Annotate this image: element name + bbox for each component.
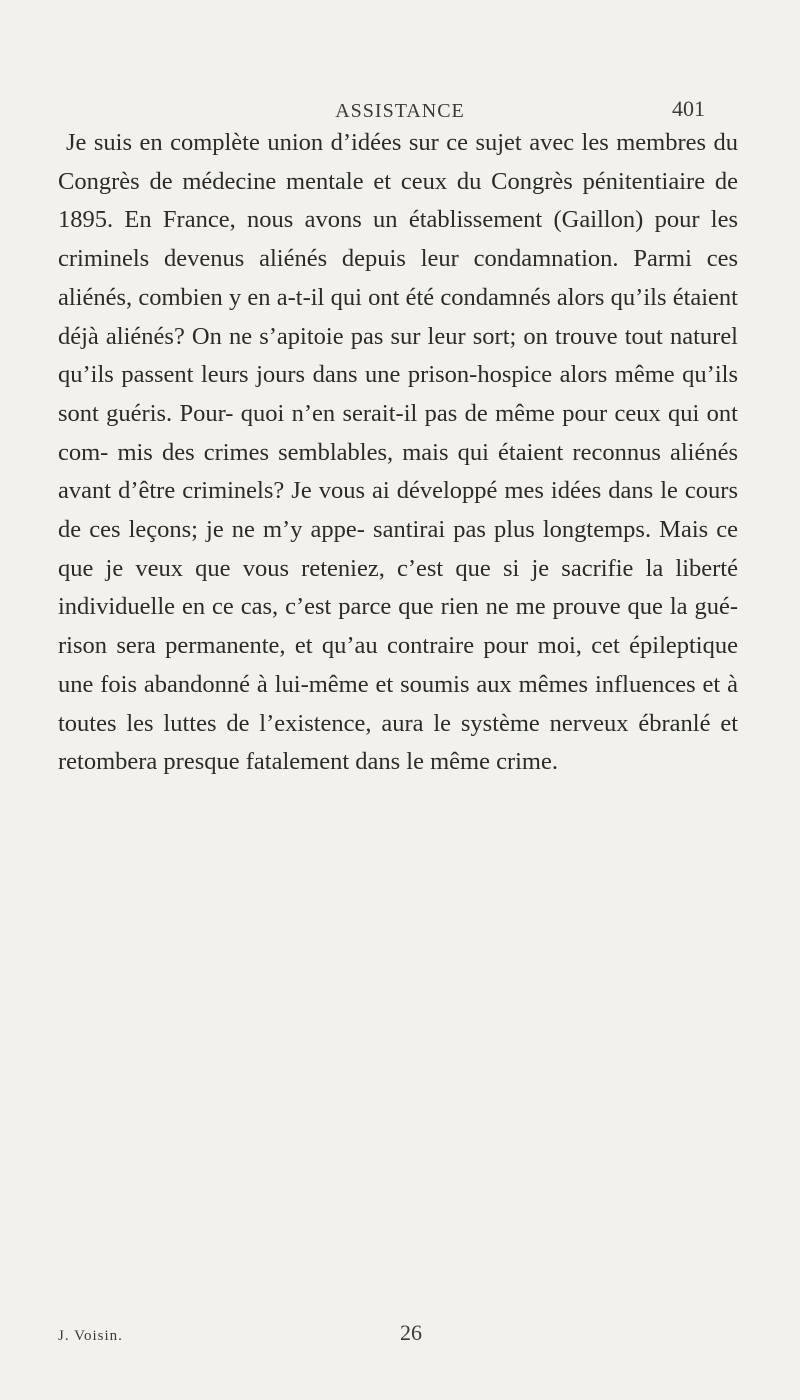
page-number: 401 (672, 96, 705, 121)
running-title: ASSISTANCE (335, 100, 465, 122)
signature-mark: 26 (400, 1320, 422, 1345)
footer-author: J. Voisin. (58, 1328, 123, 1344)
body-paragraph: Je suis en complète union d’idées sur ce sujet avec les membres du Congrès de médecine mentale et ceux du Congrès pénitentiaire de 1895. En France, nous avons un établissement (Gaillon) pour les criminels devenus aliénés depuis leur condamnation. Parmi ces aliénés, combien y en a-t-il qui ont été condamnés alors qu’ils étaient déjà aliénés? On ne s’apitoie pas sur leur sort; on trouve tout naturel qu’ils passent leurs jours dans une prison-hospice alors même qu’ils sont guéris. Pour- quoi n’en serait-il pas de même pour ceux qui ont com- mis des crimes semblables, mais qui étaient reconnus aliénés avant d’être criminels? Je vous ai développé mes idées dans le cours de ces leçons; je ne m’y appe- santirai pas plus longtemps. Mais ce que je veux que vous reteniez, c’est que si je sacrifie la liberté individuelle en ce cas, c’est parce que rien ne me prouve que la gué- rison sera permanente, et qu’au contraire pour moi, cet épileptique une fois abandonné à lui-même et soumis aux mêmes influences et à toutes les luttes de l’existence, aura le système nerveux ébranlé et retombera presque fatalement dans le même crime. (58, 129, 738, 776)
